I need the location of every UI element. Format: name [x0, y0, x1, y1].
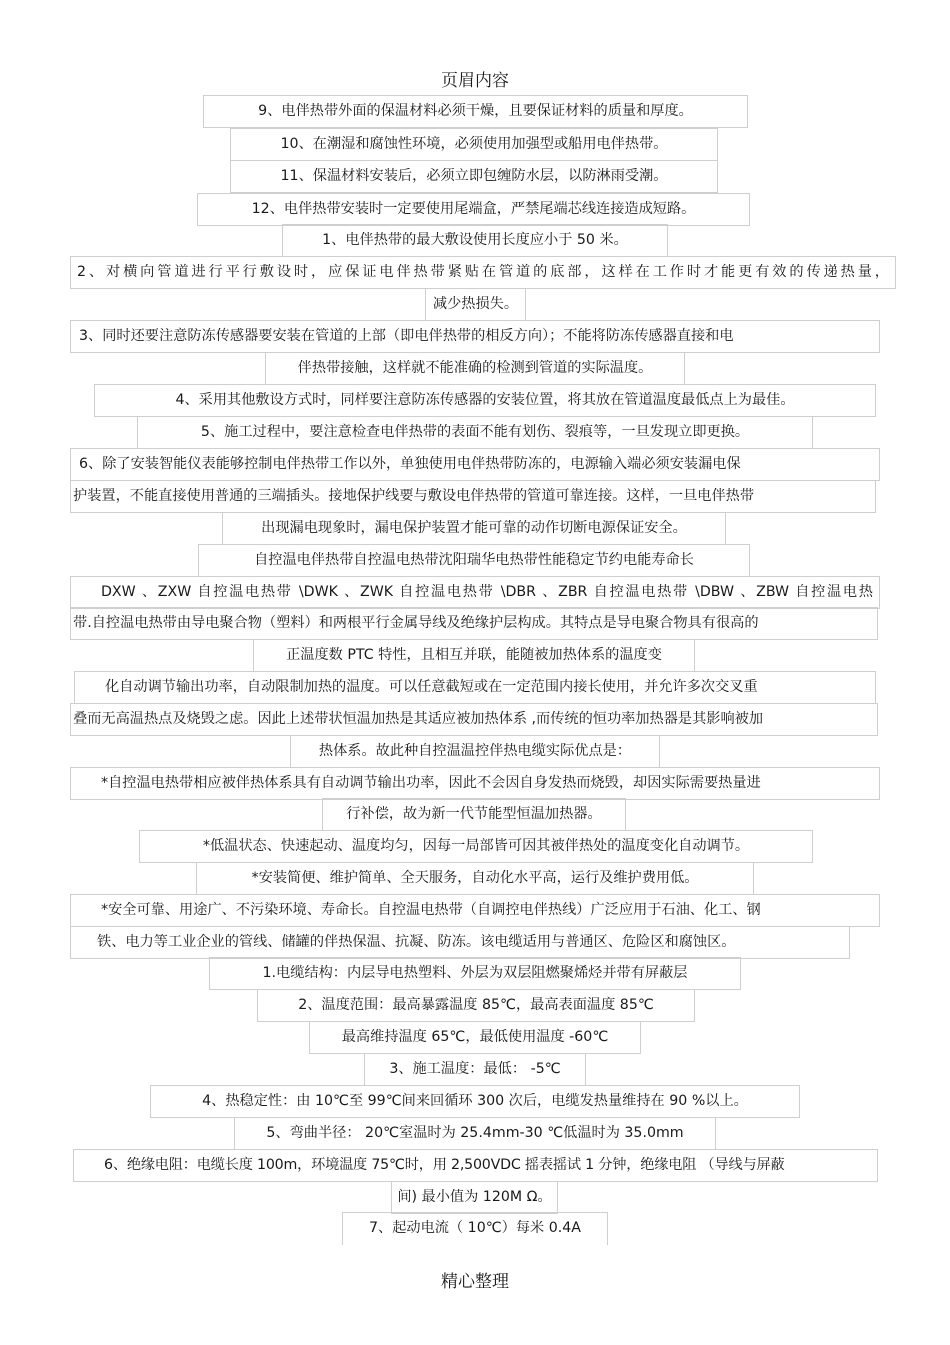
text-line: 最高维持温度 65℃，最低使用温度 -60℃: [309, 1021, 641, 1054]
page-header: 页眉内容: [441, 71, 509, 91]
text-line: 9、电伴热带外面的保温材料必须干燥，且要保证材料的质量和厚度。: [203, 95, 748, 128]
text-line: 减少热损失。: [425, 288, 526, 321]
text-line: 热体系。故此种自控温温控伴热电缆实际优点是：: [290, 735, 660, 768]
text-line: 护装置，不能直接使用普通的三端插头。接地保护线要与敷设电伴热带的管道可靠连接。这样，一旦电伴热带: [70, 480, 876, 513]
page-footer: 精心整理: [441, 1272, 509, 1292]
text-line: 伴热带接触，这样就不能准确的检测到管道的实际温度。: [265, 352, 685, 385]
text-line: 2、对横向管道进行平行敷设时，应保证电伴热带紧贴在管道的底部，这样在工作时才能更有效的传递热量，: [70, 256, 896, 289]
text-line: 1、电伴热带的最大敷设使用长度应小于 50 米。: [282, 224, 668, 257]
text-line: 带.自控温电热带由导电聚合物（塑料）和两根平行金属导线及绝缘护层构成。其特点是导电聚合物具有很高的: [70, 607, 878, 640]
text-line: 4、采用其他敷设方式时，同样要注意防冻传感器的安装位置，将其放在管道温度最低点上为最佳。: [94, 384, 876, 417]
text-line: 3、施工温度：最低： -5℃: [364, 1053, 586, 1086]
text-line: *自控温电热带相应被伴热体系具有自动调节输出功率，因此不会因自身发热而烧毁，却因实际需要热量进: [70, 767, 880, 800]
text-line: 2、温度范围：最高暴露温度 85℃，最高表面温度 85℃: [257, 989, 695, 1022]
text-line: DXW 、ZXW 自控温电热带 \DWK 、ZWK 自控温电热带 \DBR 、ZBR 自控温电热带 \DBW 、ZBW 自控温电热: [70, 576, 880, 609]
text-line: 11、保温材料安装后，必须立即包缠防水层，以防淋雨受潮。: [230, 160, 718, 193]
text-line: 10、在潮湿和腐蚀性环境，必须使用加强型或船用电伴热带。: [230, 128, 718, 161]
text-line: 6、绝缘电阻：电缆长度 100m，环境温度 75℃时，用 2,500VDC 摇表摇试 1 分钟，绝缘电阻 （导线与屏蔽: [73, 1149, 878, 1182]
text-line: 行补偿，故为新一代节能型恒温加热器。: [322, 798, 626, 831]
text-line: 正温度数 PTC 特性，且相互并联，能随被加热体系的温度变: [253, 639, 695, 672]
text-line: 出现漏电现象时，漏电保护装置才能可靠的动作切断电源保证安全。: [222, 512, 726, 545]
text-line: 3、同时还要注意防冻传感器要安装在管道的上部（即电伴热带的相反方向）；不能将防冻传感器直接和电: [70, 320, 880, 353]
text-line: 间) 最小值为 120M Ω。: [391, 1181, 558, 1214]
text-line: 化自动调节输出功率，自动限制加热的温度。可以任意截短或在一定范围内接长使用，并允许多次交叉重: [74, 671, 876, 704]
text-line: *安装简便、维护简单、全天服务，自动化水平高，运行及维护费用低。: [196, 862, 754, 895]
text-line: 自控温电伴热带自控温电热带沈阳瑞华电热带性能稳定节约电能寿命长: [198, 544, 750, 577]
text-line: 5、弯曲半径： 20℃室温时为 25.4mm-30 ℃低温时为 35.0mm: [234, 1117, 716, 1150]
text-line: 叠而无高温热点及烧毁之虑。因此上述带状恒温加热是其适应被加热体系 ,而传统的恒功率加热器是其影响被加: [70, 703, 878, 736]
text-line: 6、除了安装智能仪表能够控制电伴热带工作以外，单独使用电伴热带防冻的，电源输入端必须安装漏电保: [70, 448, 880, 481]
text-line: 12、电伴热带安装时一定要使用尾端盒，严禁尾端芯线连接造成短路。: [197, 193, 750, 226]
text-line: *低温状态、快速起动、温度均匀，因每一局部皆可因其被伴热处的温度变化自动调节。: [139, 830, 813, 863]
text-line: *安全可靠、用途广、不污染环境、寿命长。自控温电热带（自调控电伴热线）广泛应用于石油、化工、钢: [70, 894, 880, 927]
text-line: 铁、电力等工业企业的管线、储罐的伴热保温、抗凝、防冻。该电缆适用与普通区、危险区和腐蚀区。: [70, 926, 850, 959]
text-line: 5、施工过程中，要注意检查电伴热带的表面不能有划伤、裂痕等，一旦发现立即更换。: [137, 416, 813, 449]
text-line: 4、热稳定性：由 10℃至 99℃间来回循环 300 次后，电缆发热量维持在 90 %以上。: [150, 1085, 800, 1118]
text-line: 1.电缆结构：内层导电热塑料、外层为双层阻燃聚烯烃并带有屏蔽层: [209, 957, 741, 990]
text-line: 7、起动电流（ 10℃）每米 0.4A: [342, 1212, 608, 1245]
